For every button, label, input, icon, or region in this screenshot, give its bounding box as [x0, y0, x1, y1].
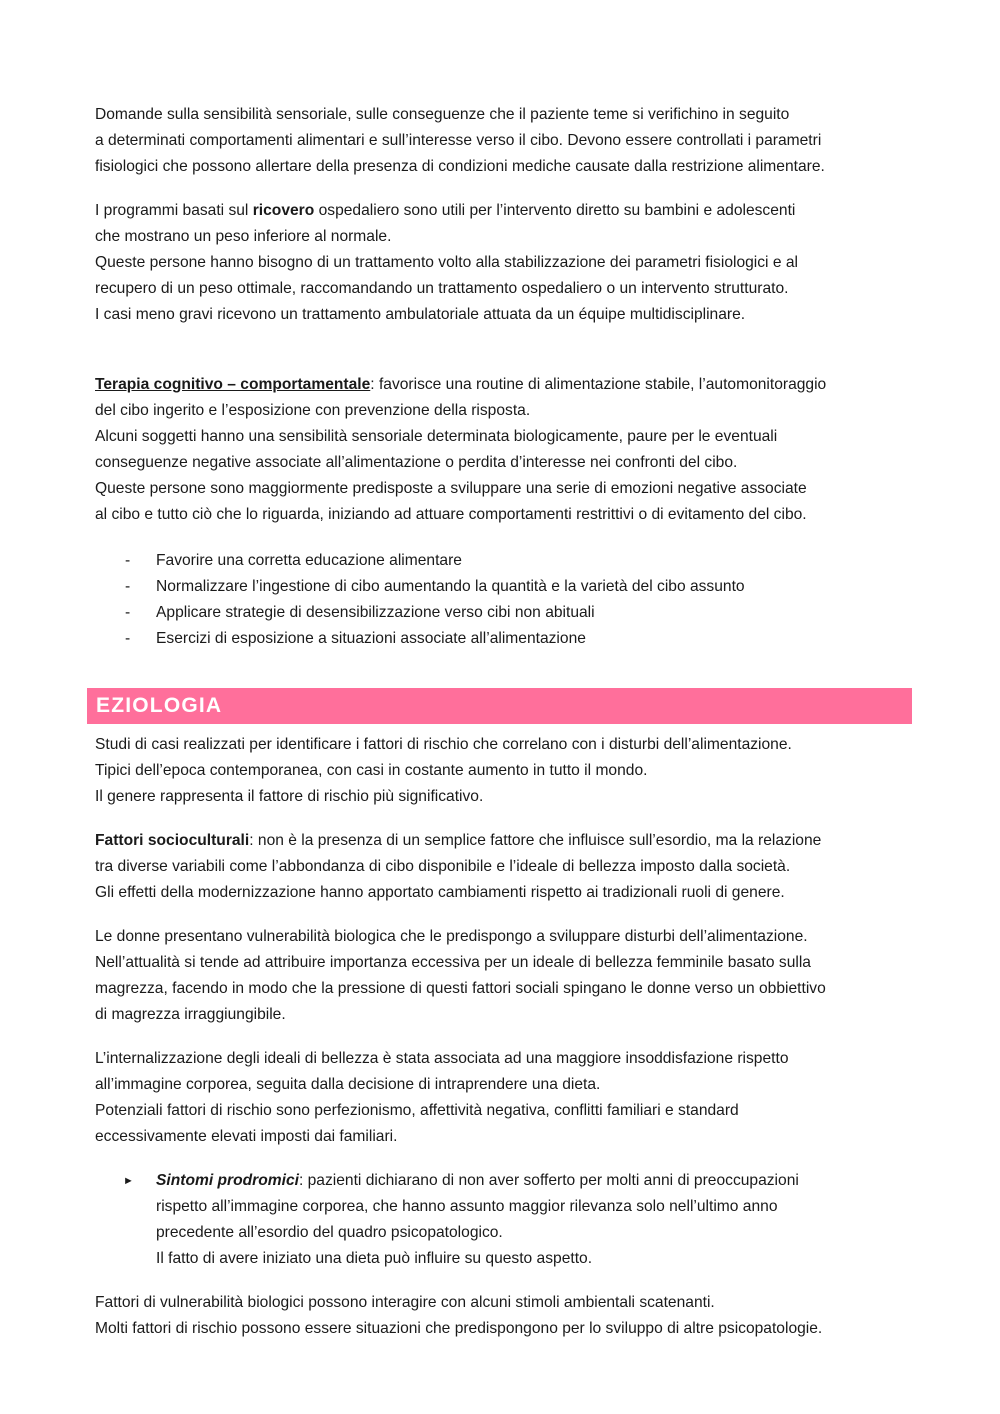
dash-bullet: -	[125, 578, 131, 595]
section-header-eziologia	[87, 688, 912, 724]
prodromal-list	[95, 1168, 915, 1272]
text-line: Molti fattori di rischio possono essere situazioni che predispongono per lo sviluppo di altre psicopatologie.	[95, 1320, 823, 1337]
triangle-bullet-icon: ►	[123, 1175, 134, 1187]
text-line: Queste persone hanno bisogno di un trattamento volto alla stabilizzazione dei parametri fisiologici e al	[95, 254, 798, 271]
text-fragment: I programmi basati sul	[95, 202, 253, 219]
text-line: Queste persone sono maggiormente predisposte a sviluppare una serie di emozioni negative associate	[95, 480, 807, 497]
text-line: I casi meno gravi ricevono un trattamento ambulatoriale attuata da un équipe multidisciplinare.	[95, 306, 746, 323]
text-line: rispetto all’immagine corporea, che hanno assunto maggior rilevanza solo nell’ultimo anno	[156, 1198, 778, 1215]
text-line: eccessivamente elevati imposti dai familiari.	[95, 1128, 398, 1145]
paragraph-biological-factors	[95, 1290, 915, 1342]
text-fragment: : non è la presenza di un semplice fattore che influisce sull’esordio, ma la relazione	[249, 832, 822, 849]
list-item-text: Favorire una corretta educazione alimentare	[156, 552, 462, 569]
list-item	[95, 1168, 915, 1272]
text-line: Fattori di vulnerabilità biologici possono interagire con alcuni stimoli ambientali scatenanti.	[95, 1294, 715, 1311]
text-line: al cibo e tutto ciò che lo riguarda, iniziando ad attuare comportamenti restrittivi o di evitamento del cibo.	[95, 506, 807, 523]
dash-bullet: -	[125, 630, 131, 647]
text-line: all’immagine corporea, seguita dalla decisione di intraprendere una dieta.	[95, 1076, 601, 1093]
text-line: che mostrano un peso inferiore al normale.	[95, 228, 392, 245]
paragraph-sensory-questions	[95, 102, 915, 180]
list-item	[95, 548, 915, 574]
text-line: precedente all’esordio del quadro psicopatologico.	[156, 1224, 503, 1241]
text-line: Potenziali fattori di rischio sono perfezionismo, affettività negativa, conflitti familiari e standard	[95, 1102, 739, 1119]
text-line: Domande sulla sensibilità sensoriale, sulle conseguenze che il paziente teme si verifichino in seguito	[95, 106, 790, 123]
dash-bullet: -	[125, 604, 131, 621]
keyword-ricovero: ricovero	[252, 202, 315, 219]
text-line: magrezza, facendo in modo che la pressione di questi fattori sociali spingano le donne verso un obbiettivo	[95, 980, 826, 997]
text-line: tra diverse variabili come l’abbondanza di cibo disponibile e l’ideale di bellezza imposto dalla società.	[95, 858, 791, 875]
text-line: Studi di casi realizzati per identificare i fattori di rischio che correlano con i disturbi dell’alimentazione.	[95, 736, 792, 753]
heading-prodromal: Sintomi prodromici	[156, 1172, 299, 1189]
text-line: Nell’attualità si tende ad attribuire importanza eccessiva per un ideale di bellezza femminile basato sulla	[95, 954, 811, 971]
list-item	[95, 574, 915, 600]
text-line: L’internalizzazione degli ideali di bellezza è stata associata ad una maggiore insoddisfazione rispetto	[95, 1050, 789, 1067]
heading-sociocultural: Fattori socioculturali	[95, 832, 250, 849]
text-line: del cibo ingerito e l’esposizione con prevenzione della risposta.	[95, 402, 531, 419]
text-line: Gli effetti della modernizzazione hanno apportato cambiamenti rispetto ai tradizionali ruoli di genere.	[95, 884, 785, 901]
paragraph-vulnerability	[95, 924, 915, 1028]
paragraph-internalization	[95, 1046, 915, 1150]
text-line: Il fatto di avere iniziato una dieta può influire su questo aspetto.	[156, 1250, 593, 1267]
list-item	[95, 600, 915, 626]
paragraph-case-studies	[95, 732, 915, 810]
text-line: Le donne presentano vulnerabilità biologica che le predispongo a sviluppare disturbi dell’alimentazione.	[95, 928, 808, 945]
list-item-text: Applicare strategie di desensibilizzazione verso cibi non abituali	[156, 604, 595, 621]
paragraph-cbt	[95, 372, 915, 528]
list-item-text: Esercizi di esposizione a situazioni associate all’alimentazione	[156, 630, 586, 647]
text-fragment: ospedaliero sono utili per l’intervento diretto su bambini e adolescenti	[314, 202, 796, 219]
list-item	[95, 626, 915, 652]
text-fragment: : pazienti dichiarano di non aver sofferto per molti anni di preoccupazioni	[298, 1172, 799, 1189]
text-line: conseguenze negative associate all’alimentazione o perdita d’interesse nei confronti del cibo.	[95, 454, 738, 471]
upper-text-block	[95, 102, 915, 652]
text-line: fisiologici che possono allertare della presenza di condizioni mediche causate dalla restrizione alimentare.	[95, 158, 825, 175]
cbt-goals-list	[95, 548, 915, 652]
text-line: Tipici dell’epoca contemporanea, con casi in costante aumento in tutto il mondo.	[95, 762, 648, 779]
paragraph-hospital-programs	[95, 198, 915, 328]
dash-bullet: -	[125, 552, 131, 569]
section-title: EZIOLOGIA	[96, 694, 223, 717]
text-fragment: : favorisce una routine di alimentazione stabile, l’automonitoraggio	[370, 376, 827, 393]
heading-cbt: Terapia cognitivo – comportamentale	[95, 376, 371, 393]
text-line: Il genere rappresenta il fattore di rischio più significativo.	[95, 788, 484, 805]
text-line: a determinati comportamenti alimentari e sull’interesse verso il cibo. Devono essere controllati i parametri	[95, 132, 822, 149]
eziologia-text-block	[95, 732, 915, 1342]
text-line: recupero di un peso ottimale, raccomandando un trattamento ospedaliero o un intervento strutturato.	[95, 280, 789, 297]
text-line: di magrezza irraggiungibile.	[95, 1006, 286, 1023]
paragraph-sociocultural	[95, 828, 915, 906]
list-item-text: Normalizzare l’ingestione di cibo aumentando la quantità e la varietà del cibo assunto	[156, 578, 745, 595]
text-line: Alcuni soggetti hanno una sensibilità sensoriale determinata biologicamente, paure per le eventuali	[95, 428, 778, 445]
